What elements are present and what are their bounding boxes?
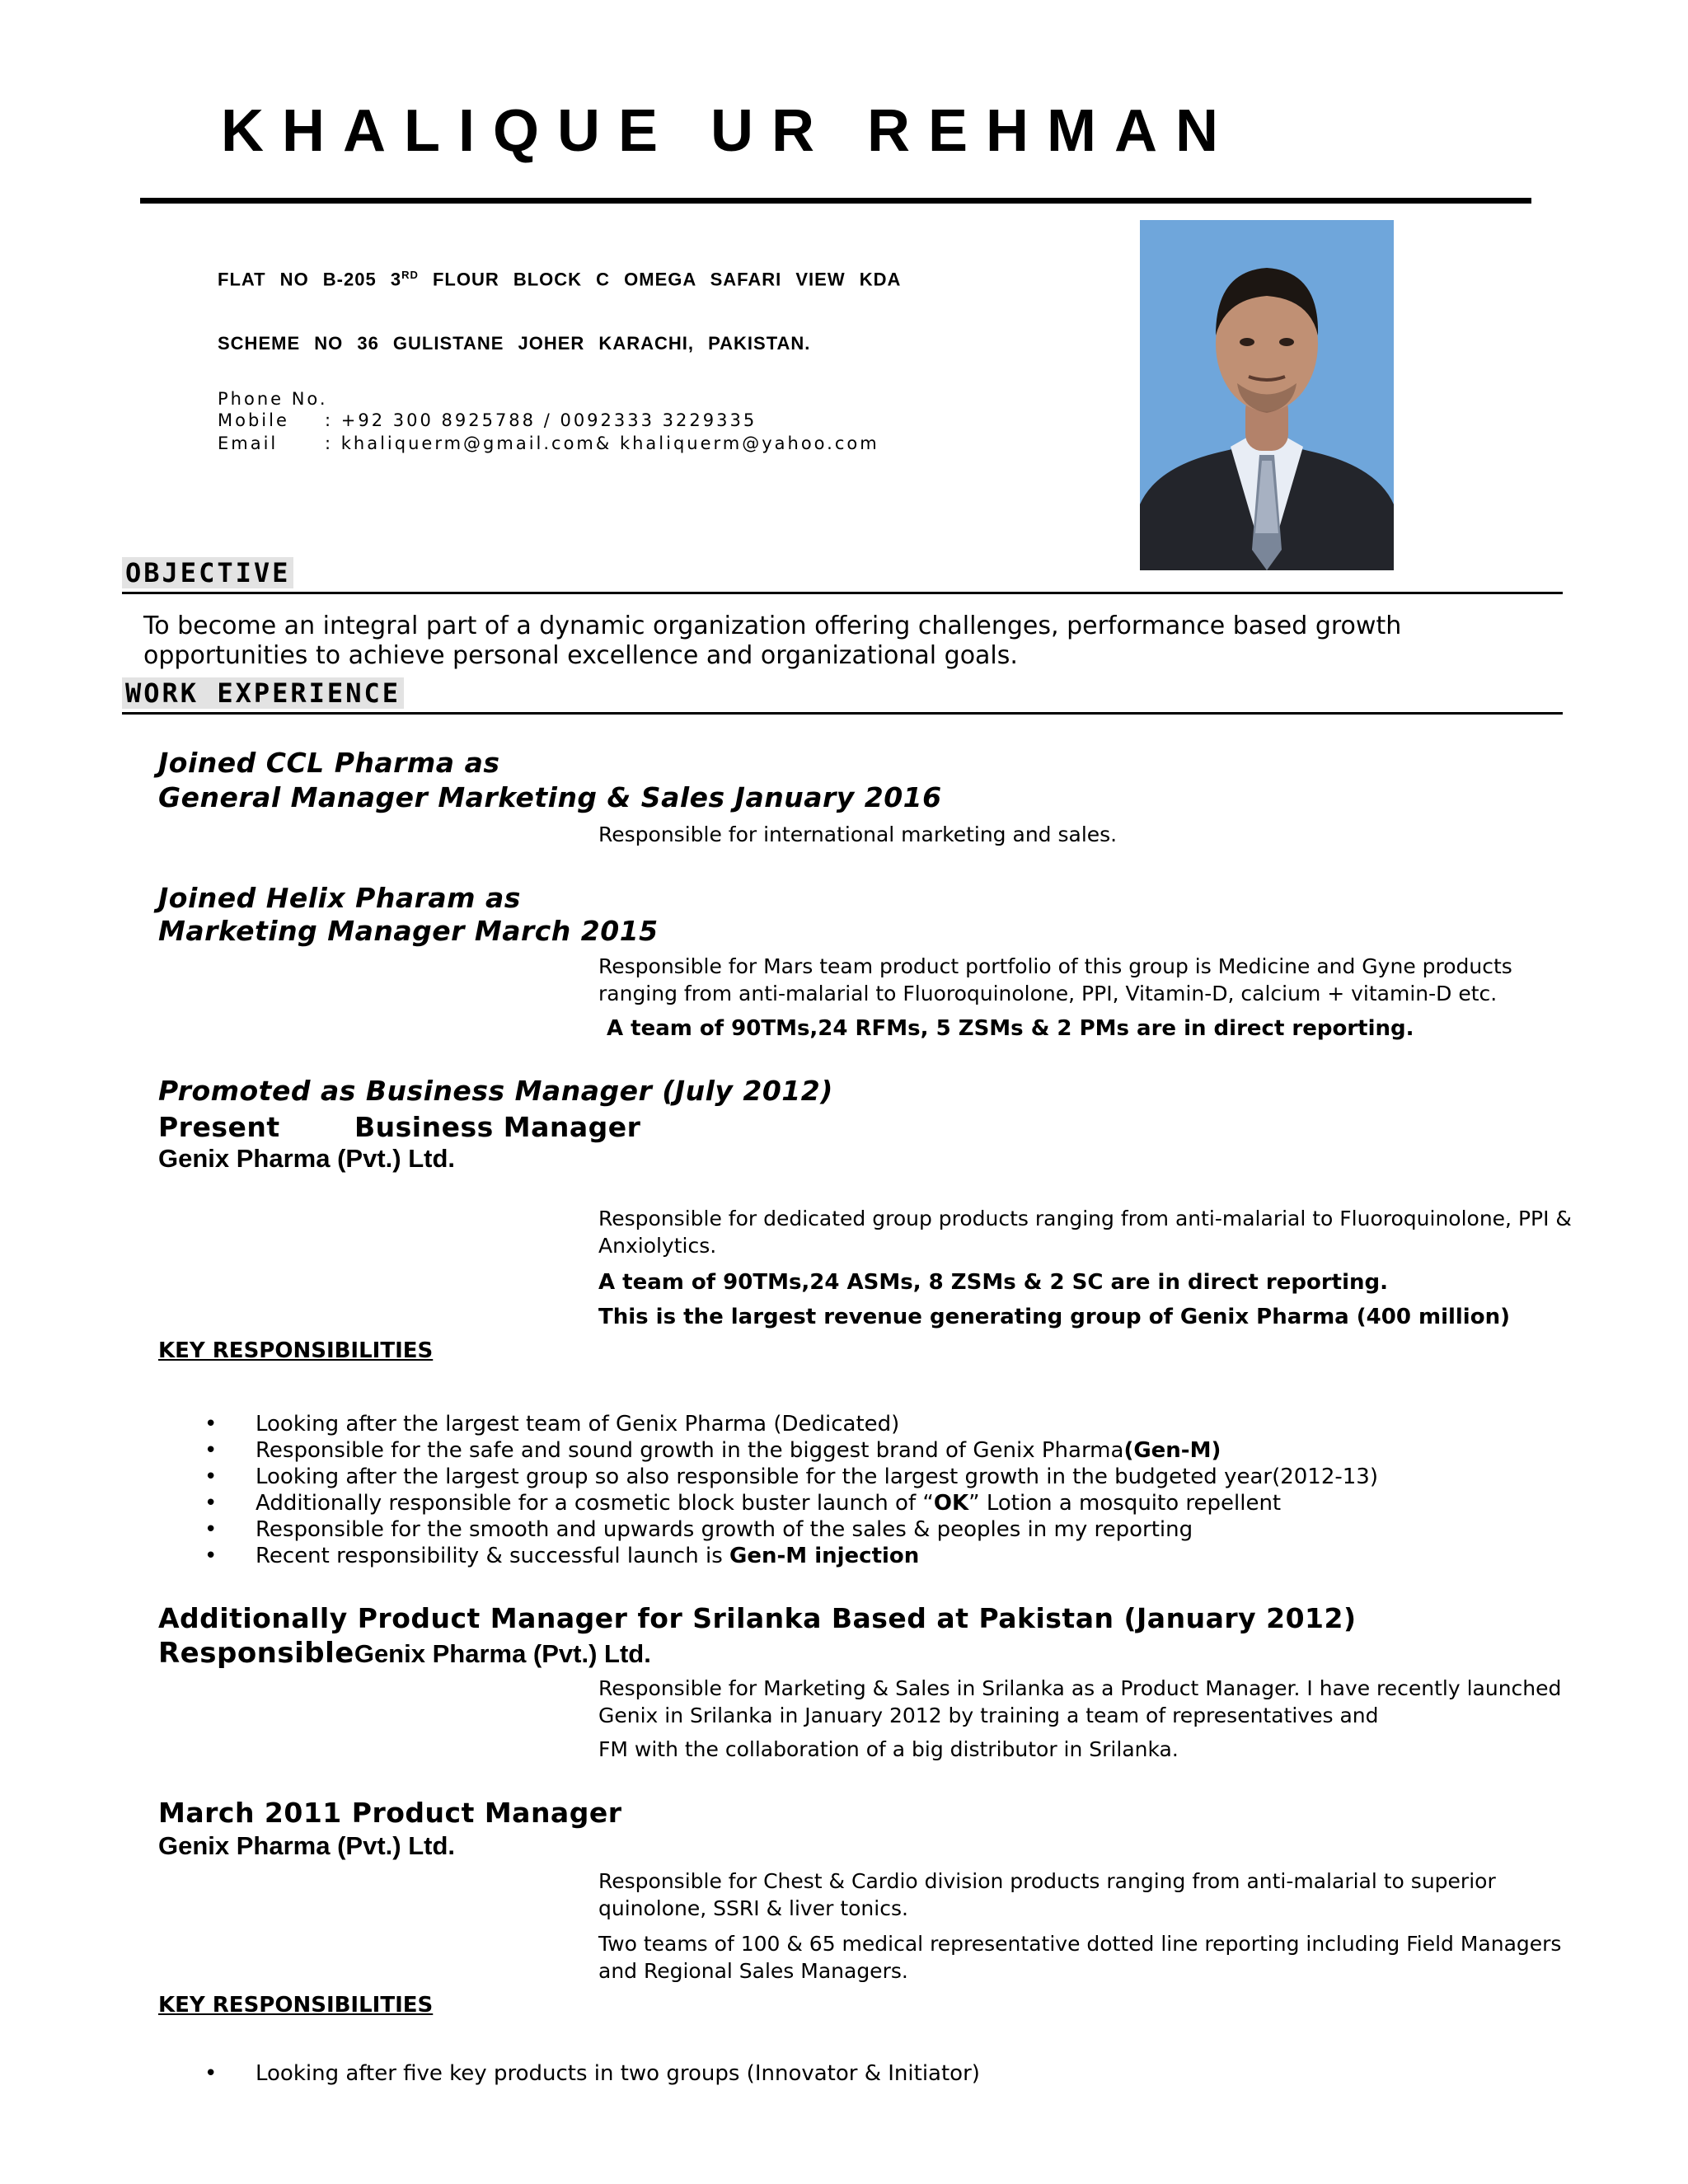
objective-divider — [122, 592, 1563, 594]
pm2011-teams: Two teams of 100 & 65 medical representative dotted line reporting including Field Managers and Regional Sales Managers. — [598, 1932, 1562, 1983]
profile-photo — [1140, 220, 1394, 570]
genix-revenue: This is the largest revenue generating group of Genix Pharma (400 million) — [598, 1305, 1510, 1329]
header-divider — [140, 198, 1531, 204]
helix-description: Responsible for Mars team product portfolio of this group is Medicine and Gyne products ranging from anti-malarial to Fluoroquinolone, PPI, Vitamin-D, calcium + vitamin-D etc. — [598, 954, 1512, 1005]
list-item: • Looking after five key products in two groups (Innovator & Initiator) — [204, 2060, 980, 2087]
srilanka-position: Additionally Product Manager for Srilanka Based at Pakistan (January 2012) — [158, 1602, 1357, 1634]
list-item-text: Additionally responsible for a cosmetic block buster launch of “ — [256, 1491, 934, 1516]
list-item-bold: Gen-M injection — [729, 1544, 920, 1568]
pm2011-description: Responsible for Chest & Cardio division products ranging from anti-malarial to superior quinolone, SSRI & liver tonics. — [598, 1869, 1496, 1920]
address-line-1-end: FLOUR BLOCK C OMEGA SAFARI VIEW KDA — [418, 269, 902, 290]
pm2011-position: March 2011 Product Manager — [158, 1797, 622, 1829]
address-line-1-start: FLAT NO B-205 3 — [218, 269, 402, 290]
srilanka-company-row — [158, 1637, 651, 1670]
genix-company: Genix Pharma (Pvt.) Ltd. — [158, 1144, 456, 1173]
list-item-text: Responsible for the safe and sound growth in the biggest brand of Genix Pharma — [256, 1438, 1124, 1463]
pm2011-key-responsibilities-heading: KEY RESPONSIBILITIES — [158, 1993, 434, 2018]
genix-promotion: Promoted as Business Manager (July 2012) — [158, 1075, 833, 1107]
list-item-bold: (Gen-M) — [1123, 1438, 1221, 1463]
list-item — [204, 1543, 1378, 1569]
person-portrait-icon — [1140, 220, 1394, 570]
ccl-position: General Manager Marketing & Sales January 2016 — [158, 781, 942, 813]
pm2011-responsibilities-list — [204, 2060, 980, 2087]
objective-text: To become an integral part of a dynamic organization offering challenges, performance based growth opportunities to achieve personal excellence and organizational goals. — [143, 612, 1402, 670]
helix-position: Marketing Manager March 2015 — [158, 915, 659, 947]
list-item-bold: OK — [933, 1491, 969, 1516]
genix-key-responsibilities-heading: KEY RESPONSIBILITIES — [158, 1338, 434, 1363]
list-item — [204, 1490, 1378, 1516]
srilanka-description: Responsible for Marketing & Sales in Srilanka as a Product Manager. I have recently launched Genix in Srilanka in January 2012 by training a team of representatives and — [598, 1676, 1562, 1727]
list-item-text: Recent responsibility & successful launch is — [256, 1544, 730, 1568]
mobile-row — [218, 410, 757, 430]
srilanka-company: Genix Pharma (Pvt.) Ltd. — [354, 1639, 651, 1668]
email-value: : khaliquerm@gmail.com& khaliquerm@yahoo.com — [325, 434, 879, 453]
srilanka-responsible: Responsible — [158, 1637, 354, 1670]
list-item — [204, 1437, 1378, 1464]
genix-present-label: Present — [158, 1111, 280, 1143]
genix-responsibilities-list — [204, 1411, 1378, 1569]
work-experience-heading: WORK EXPERIENCE — [122, 677, 404, 709]
list-item: • Responsible for the smooth and upwards growth of the sales & peoples in my reporting — [204, 1516, 1378, 1543]
list-item: • Looking after the largest team of Genix Pharma (Dedicated) — [204, 1411, 1378, 1437]
address-line-1 — [218, 269, 901, 290]
list-item-text-end: ” Lotion a mosquito repellent — [968, 1491, 1282, 1516]
phone-label: Phone No. — [218, 389, 328, 409]
pm2011-company: Genix Pharma (Pvt.) Ltd. — [158, 1831, 456, 1860]
genix-description: Responsible for dedicated group products ranging from anti-malarial to Fluoroquinolone, PPI & Anxiolytics. — [598, 1207, 1572, 1258]
address-superscript: RD — [401, 269, 419, 281]
srilanka-description-2: FM with the collaboration of a big distributor in Srilanka. — [598, 1737, 1179, 1761]
email-label: Email — [218, 434, 279, 453]
genix-present-role: Business Manager — [354, 1111, 641, 1143]
email-row — [218, 434, 879, 453]
genix-team: A team of 90TMs,24 ASMs, 8 ZSMs & 2 SC are in direct reporting. — [598, 1270, 1388, 1295]
work-experience-divider — [122, 712, 1563, 715]
address-line-2: SCHEME NO 36 GULISTANE JOHER KARACHI, PAKISTAN. — [218, 333, 811, 354]
mobile-value: : +92 300 8925788 / 0092333 3229335 — [325, 410, 757, 430]
helix-team: A team of 90TMs,24 RFMs, 5 ZSMs & 2 PMs are in direct reporting. — [607, 1016, 1414, 1041]
ccl-description: Responsible for international marketing and sales. — [598, 823, 1118, 846]
candidate-name: KHALIQUE UR REHMAN — [221, 98, 1236, 164]
helix-joined: Joined Helix Pharam as — [158, 882, 521, 914]
ccl-joined: Joined CCL Pharma as — [158, 747, 500, 779]
mobile-label: Mobile — [218, 410, 289, 430]
objective-heading: OBJECTIVE — [122, 557, 293, 588]
list-item: • Looking after the largest group so also responsible for the largest growth in the budgeted year(2012-13) — [204, 1464, 1378, 1490]
